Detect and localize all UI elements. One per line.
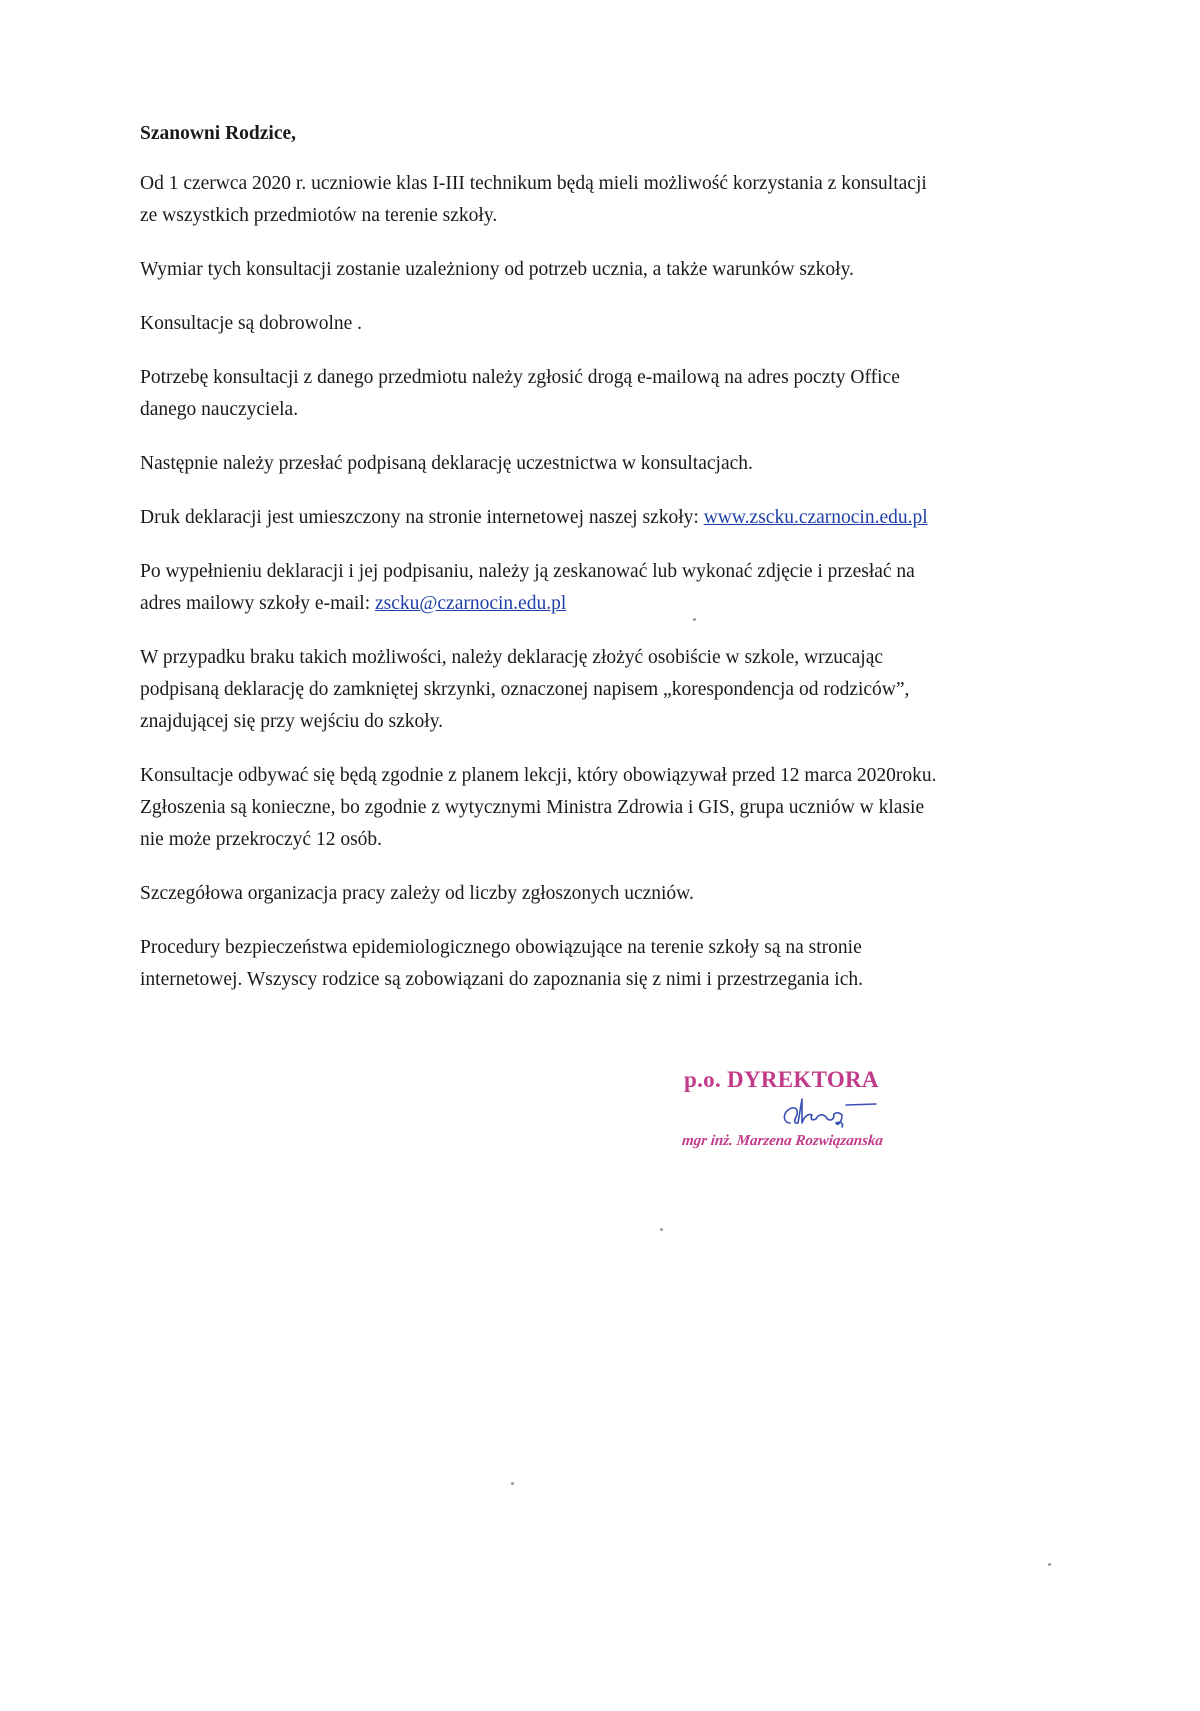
paragraph-deliver-in-person: [140, 642, 1080, 738]
paragraph-organization: [140, 878, 1080, 910]
text-line: Potrzebę konsultacji z danego przedmiotu należy zgłosić drogą e-mailową na adres poczty Office: [140, 367, 900, 388]
text-line: nie może przekroczyć 12 osób.: [140, 829, 383, 850]
letter-body: [140, 118, 1080, 1018]
stamp-name: mgr inż. Marzena Rozwiązanska: [681, 1133, 884, 1149]
paragraph-send-declaration: [140, 448, 1080, 480]
paragraph-voluntary: [140, 308, 1080, 340]
text-line: danego nauczyciela.: [140, 399, 299, 420]
text-line: Zgłoszenia są konieczne, bo zgodnie z wytycznymi Ministra Zdrowia i GIS, grupa uczniów w klasie: [140, 797, 925, 818]
text-line: Procedury bezpieczeństwa epidemiologicznego obowiązujące na terenie szkoły są na stronie: [140, 937, 862, 958]
school-email-link[interactable]: zscku@czarnocin.edu.pl: [375, 593, 567, 614]
scan-speck: [511, 1482, 514, 1485]
text-line: [140, 588, 1080, 620]
paragraph-consultation-scope: [140, 254, 1080, 286]
paragraph-scan-and-send: [140, 556, 1080, 620]
text-line: internetowej. Wszyscy rodzice są zobowiązani do zapoznania się z nimi i przestrzegania ich.: [140, 969, 864, 990]
school-website-link[interactable]: www.zscku.czarnocin.edu.pl: [703, 507, 928, 528]
scan-speck: [1048, 1563, 1051, 1566]
text-line: W przypadku braku takich możliwości, należy deklarację złożyć osobiście w szkole, wrzucając: [140, 647, 884, 668]
text-fragment: adres mailowy szkoły e-mail:: [140, 593, 376, 614]
text-line: znajdującej się przy wejściu do szkoły.: [140, 711, 444, 732]
letter-greeting: Szanowni Rodzice,: [140, 123, 296, 144]
paragraph-email-request: [140, 362, 1080, 426]
text-line: Od 1 czerwca 2020 r. uczniowie klas I-III technikum będą mieli możliwość korzystania z konsultacji: [140, 173, 927, 194]
paragraph-schedule: [140, 760, 1080, 856]
text-line: ze wszystkich przedmiotów na terenie szkoły.: [140, 205, 498, 226]
text-line: Szczegółowa organizacja pracy zależy od liczby zgłoszonych uczniów.: [140, 883, 694, 904]
scan-speck: [693, 618, 696, 621]
text-line: [140, 502, 1080, 534]
paragraph-safety-procedures: [140, 932, 1080, 996]
text-line: Wymiar tych konsultacji zostanie uzależniony od potrzeb ucznia, a także warunków szkoły.: [140, 259, 854, 280]
handwritten-signature: [772, 1093, 882, 1133]
text-line: Konsultacje są dobrowolne .: [140, 313, 363, 334]
text-line: Po wypełnieniu deklaracji i jej podpisaniu, należy ją zeskanować lub wykonać zdjęcie i przesłać na: [140, 561, 915, 582]
paragraph-declaration-form: [140, 502, 1080, 534]
scan-speck: [660, 1228, 663, 1231]
paragraph-consultations-start: [140, 168, 1080, 232]
text-line: podpisaną deklarację do zamkniętej skrzynki, oznaczonej napisem „korespondencja od rodziców”,: [140, 679, 910, 700]
text-line: Konsultacje odbywać się będą zgodnie z planem lekcji, który obowiązywał przed 12 marca 2020roku.: [140, 765, 937, 786]
text-fragment: Druk deklaracji jest umieszczony na stronie internetowej naszej szkoły:: [140, 507, 704, 528]
stamp-title: p.o. DYREKTORA: [684, 1067, 879, 1092]
text-line: Następnie należy przesłać podpisaną deklarację uczestnictwa w konsultacjach.: [140, 453, 753, 474]
director-signature-stamp: [682, 1067, 912, 1167]
